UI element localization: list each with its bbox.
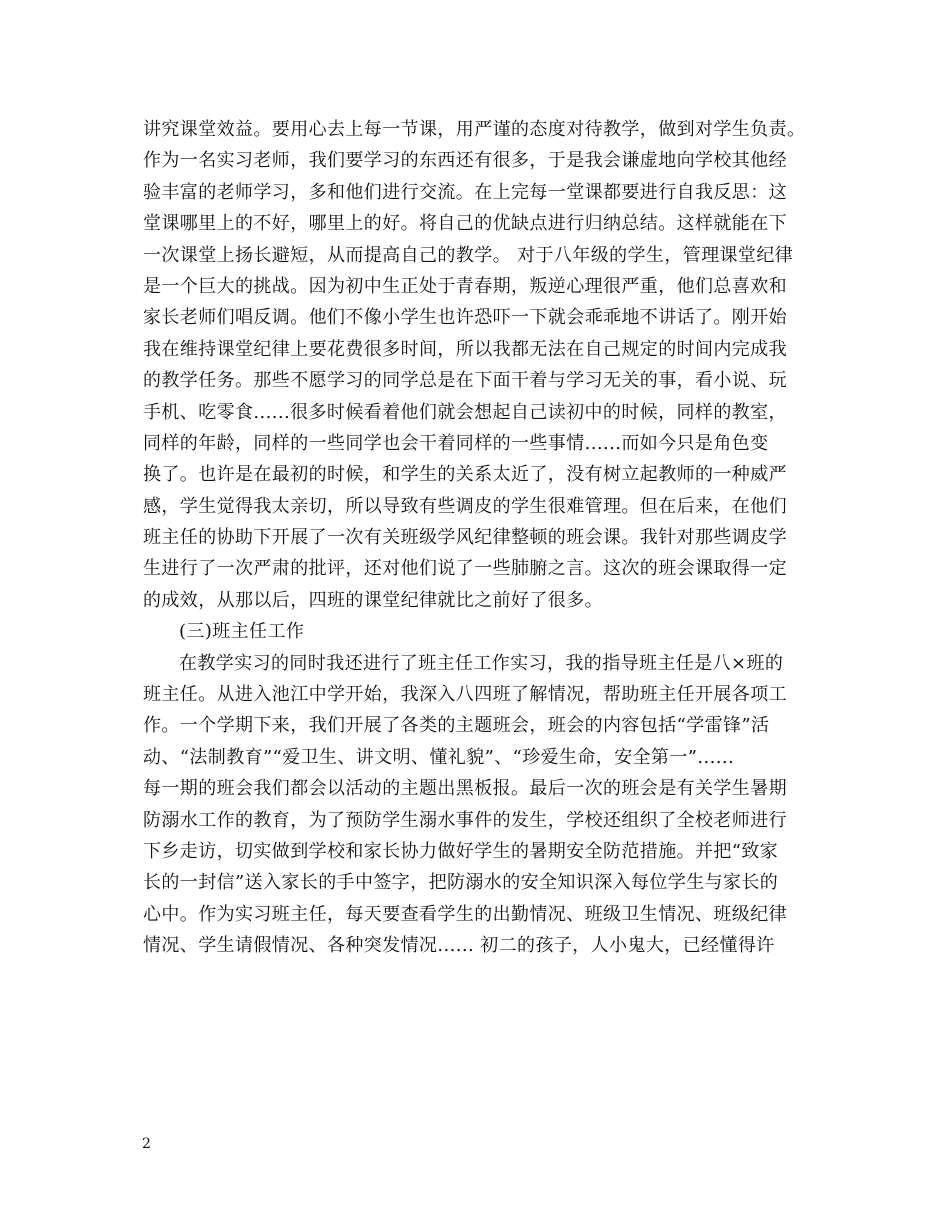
text-line: 讲究课堂效益。要用心去上每一节课，用严谨的态度对待教学，做到对学生负责。: [143, 119, 806, 140]
text-line: 堂课哪里上的不好，哪里上的好。将自己的优缺点进行归纳总结。这样就能在下: [143, 213, 787, 235]
text-line: 心中。作为实习班主任，每天要查看学生的出勤情况、班级卫生情况、班级纪律: [143, 903, 787, 925]
text-line: 作为一名实习老师，我们要学习的东西还有很多，于是我会谦虚地向学校其他经: [143, 150, 787, 172]
text-line: 动、“法制教育”“爱卫生、讲文明、懂礼貌”、“珍爱生命，安全第一”......: [143, 746, 735, 768]
text-line: 家长老师们唱反调。他们不像小学生也许恐吓一下就会乖乖地不讲话了。刚开始: [143, 307, 787, 329]
text-line: 我在维持课堂纪律上要花费很多时间，所以我都无法在自己规定的时间内完成我: [143, 338, 787, 360]
text-line: 班主任的协助下开展了一次有关班级学风纪律整顿的班会课。我针对那些调皮学: [143, 527, 787, 549]
text-line: 作。一个学期下来，我们开展了各类的主题班会，班会的内容包括“学雷锋”活: [143, 715, 770, 737]
text-line: (三)班主任工作: [179, 621, 305, 643]
page-number: 2: [142, 1136, 151, 1152]
text-line: 情况、学生请假情况、各种突发情况...... 初二的孩子，人小鬼大，已经懂得许: [143, 935, 775, 957]
text-line: 每一期的班会我们都会以活动的主题出黑板报。最后一次的班会是有关学生暑期: [143, 778, 787, 800]
text-line: 生进行了一次严肃的批评，还对他们说了一些肺腑之言。这次的班会课取得一定: [143, 558, 787, 580]
text-line: 手机、吃零食......很多时候看着他们就会想起自己读初中的时候，同样的教室，: [143, 401, 787, 423]
text-line: 在教学实习的同时我还进行了班主任工作实习，我的指导班主任是八×班的: [179, 652, 784, 674]
text-line: 长的一封信”送入家长的手中签字，把防溺水的安全知识深入每位学生与家长的: [143, 872, 779, 894]
text-line: 同样的年龄，同样的一些同学也会干着同样的一些事情......而如今只是角色变: [143, 432, 769, 454]
body-text: [143, 114, 811, 962]
text-line: 验丰富的老师学习，多和他们进行交流。在上完每一堂课都要进行自我反思：这: [143, 181, 787, 203]
text-line: 的教学任务。那些不愿学习的同学总是在下面干着与学习无关的事，看小说、玩: [143, 370, 787, 392]
text-line: 是一个巨大的挑战。因为初中生正处于青春期，叛逆心理很严重，他们总喜欢和: [143, 275, 787, 297]
text-line: 换了。也许是在最初的时候，和学生的关系太近了，没有树立起教师的一种威严: [143, 464, 787, 486]
text-line: 的成效，从那以后，四班的课堂纪律就比之前好了很多。: [143, 589, 603, 611]
text-line: 感，学生觉得我太亲切，所以导致有些调皮的学生很难管理。但在后来，在他们: [143, 495, 787, 517]
text-line: 下乡走访，切实做到学校和家长协力做好学生的暑期安全防范措施。并把“致家: [143, 840, 779, 862]
text-line: 班主任。从进入池江中学开始，我深入八四班了解情况，帮助班主任开展各项工: [143, 684, 787, 706]
text-line: 防溺水工作的教育，为了预防学生溺水事件的发生，学校还组织了全校老师进行: [143, 809, 787, 831]
text-line: 一次课堂上扬长避短，从而提高自己的教学。 对于八年级的学生，管理课堂纪律: [143, 244, 794, 266]
